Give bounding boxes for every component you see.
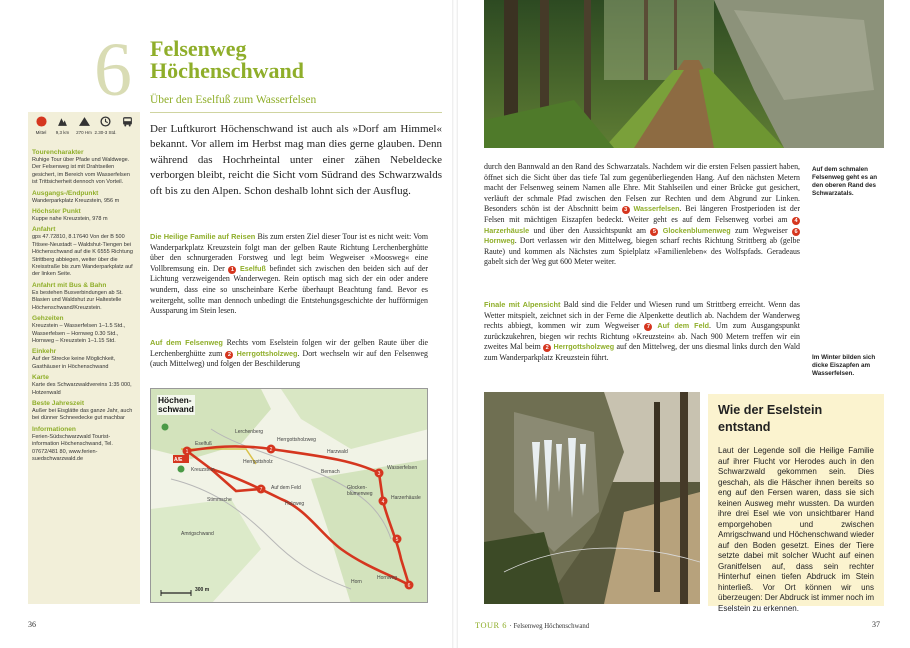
body-paragraph-3 xyxy=(484,162,800,268)
map-label: Herrgottsholzweg xyxy=(277,437,316,443)
photo-caption-2: Im Winter bilden sich dicke Eiszapfen am Wasserfelsen. xyxy=(812,354,876,377)
text: und über den Aussichtspunkt am xyxy=(529,225,651,235)
paragraph-heading: Auf dem Felsenweg xyxy=(150,338,223,347)
map-label: Hornweg xyxy=(377,575,398,581)
waypoint-keyword: Herrgottsholzweg xyxy=(553,342,615,352)
sidebar-section xyxy=(32,426,136,464)
text: Bald sind die Felder und Wiesen rund um Strittberg erreicht. Wenn das Wetter mitspielt, zeichnet sich in der Ferne die Alpenkette deutlich ab. Nachdem der Wanderweg rechts abbiegt, kommen wir zum Wegweiser xyxy=(484,300,800,331)
length-icon xyxy=(57,116,68,127)
map-label: Kreuzstein xyxy=(191,467,215,473)
box-title xyxy=(718,402,874,436)
map-label: Harzerhäusle xyxy=(391,495,421,501)
forest-path-image xyxy=(484,0,884,148)
section-text: Auf der Strecke keine Möglichkeit, Gasthäuser in Höchenschwand xyxy=(32,356,116,370)
title-line-2: Höchenschwand xyxy=(150,58,305,83)
box-title-line: entstand xyxy=(718,420,771,434)
text: Bis zum ersten Ziel dieser Tour ist es nicht weit: Vom Wanderparkplatz Kreuzstein folgt man der gelben Raute Richtung Lerchenberghütte über den schnurgeraden Forstweg und legt beim Wegweiser »Moosweg« eine Vollbremsung ein. Der xyxy=(150,232,428,273)
stat-label: 2.30-3 Std. xyxy=(94,130,117,135)
text: auf den Mittelweg, der uns diesmal links durch den Wald zum Wanderparkplatz Kreuzstein führt. xyxy=(484,342,800,362)
waypoint-keyword: Hornweg xyxy=(484,236,515,246)
sidebar-section xyxy=(32,348,136,371)
text: . Bei längeren Frostperioden ist der Felsen mit mächtigen Eiszapfen bedeckt. Weiter geht es auf dem Felsenweg vorbei am xyxy=(484,204,800,224)
title-divider xyxy=(150,112,442,113)
body-paragraph-4 xyxy=(484,300,800,364)
waypoint-keyword: Wasserfelsen xyxy=(633,204,680,214)
stat-time xyxy=(94,116,117,135)
waypoint-marker: 4 xyxy=(792,217,800,225)
section-heading: Informationen xyxy=(32,425,76,433)
waypoint-marker: 3 xyxy=(622,206,630,214)
section-text: Ruhige Tour über Pfade und Waldwege. Der Felsenweg ist mit Drahtseilen gesichert, im Bereich vom Wasserfelsen ist Trittsicherheit dennoch von Vorteil. xyxy=(32,157,130,186)
paragraph-heading: Die Heilige Familie auf Reisen xyxy=(150,232,256,241)
difficulty-icon xyxy=(36,116,47,127)
stat-elevation xyxy=(75,116,93,135)
text: . Um zum Ausgangspunkt zurückzukehren, biegen wir rechts Richtung »Kreuzstein« ab. Nach 900 Metern treffen wir ein zweites Mal beim xyxy=(484,321,800,352)
map-label: Herrgottsholz xyxy=(243,459,273,465)
bus-icon xyxy=(122,116,133,127)
forest-path-photo xyxy=(484,0,884,148)
tour-number: 6 xyxy=(94,28,132,112)
waypoint-marker: 7 xyxy=(644,323,652,331)
footer-tour-name: Felsenweg Höchenschwand xyxy=(513,623,590,630)
map-label: Wasserfelsen xyxy=(387,465,418,471)
sidebar-section xyxy=(32,315,136,345)
section-heading: Ausgangs-/Endpunkt xyxy=(32,189,99,197)
section-heading: Karte xyxy=(32,374,49,382)
sidebar-section xyxy=(32,149,136,187)
text: . Dort verlassen wir den Mittelweg, biegen scharf rechts Richtung Strittberg ab (gelbe Raute) und kommen als Nächstes zum Spielplatz »Familienleben« des Wolfspfads. Geradeaus gabelt sich der Weg gut 600 Meter weiter. xyxy=(484,236,800,267)
info-sidebar xyxy=(28,112,140,604)
section-heading: Gehzeiten xyxy=(32,315,64,323)
waypoint-keyword: Herrgottsholzweg xyxy=(236,348,298,358)
icicles-photo xyxy=(484,392,700,604)
icicles-image xyxy=(484,392,700,604)
page-number-left: 36 xyxy=(28,620,36,629)
text: . Dort wechseln wir auf den Felsenweg (auch Mittelweg) und folgen der Beschilderung xyxy=(150,348,428,369)
map-title xyxy=(157,395,195,415)
svg-text:4: 4 xyxy=(381,499,385,505)
route-map xyxy=(150,388,428,603)
map-label: Eselfuß xyxy=(195,441,212,447)
page-gutter xyxy=(452,0,458,648)
waypoint-keyword: Glockenblumenweg xyxy=(662,225,731,235)
waypoint-keyword: Harzerhäusle xyxy=(484,225,530,235)
section-text: gps 47.72810, 8.17640 Von der B 500 Titisee-Neustadt – Waldshut-Tiengen bei Höchenschwand auf die K 6555 Richtung Strittberg abbiegen, weiter über die Kreisstraße bis zum Wanderparkplatz auf der linken Seite. xyxy=(32,234,133,278)
svg-text:5: 5 xyxy=(395,537,399,543)
map-title-line: schwand xyxy=(158,404,194,414)
map-label: Amrigschwand xyxy=(181,531,214,537)
svg-text:7: 7 xyxy=(259,487,263,493)
section-heading: Tourencharakter xyxy=(32,149,84,156)
waypoint-marker: 1 xyxy=(228,266,236,274)
box-text: Laut der Legende soll die Heilige Familie auf ihrer Flucht vor Herodes auch in den Schwarzwald gekommen sein. Dies geschah, als die Häscher ihnen bereits so eng auf den Fersen waren, dass sie sich keinen Ausweg mehr wussten. Da wurden ihre drei Esel wie von unsichtbarer Hand emporgehoben und zwischen Amrigschwand und Höchenschwand wieder auf den Boden gesetzt. Eines der Tiere setzte dabei mit solcher Wucht auf einen Granitfelsen auf, dass sein rechter Hinterhuf einen tiefen Abdruck im Stein hinterließ. Vor Ort können wir uns überzeugen: Der Abdruck ist immer noch im Eselstein zu erkennen. xyxy=(718,446,874,613)
sidebar-section xyxy=(32,226,136,278)
section-text: Kuppe nahe Kreuzstein, 978 m xyxy=(32,216,108,223)
body-paragraph-2 xyxy=(150,338,428,370)
section-text: Außer bei Eisglätte das ganze Jahr, auch bei dünner Schneedecke gut machbar xyxy=(32,407,133,422)
sidebar-section xyxy=(32,282,136,312)
sidebar-section xyxy=(32,208,136,223)
sidebar-section xyxy=(32,374,136,397)
stat-label: Mittel xyxy=(35,130,47,135)
waypoint-marker: 5 xyxy=(650,228,658,236)
map-label: Harzwald xyxy=(327,449,348,455)
section-heading: Einkehr xyxy=(32,348,57,356)
body-paragraph-1 xyxy=(150,232,428,317)
svg-text:2: 2 xyxy=(269,447,273,453)
section-heading: Anfahrt xyxy=(32,226,56,234)
stats-row xyxy=(32,116,136,146)
page-title xyxy=(150,38,304,82)
map-label: Horn xyxy=(351,579,362,585)
section-heading: Höchster Punkt xyxy=(32,208,81,216)
svg-text:6: 6 xyxy=(407,583,411,589)
stat-length xyxy=(54,116,72,135)
time-icon xyxy=(100,116,111,127)
text: befindet sich zwischen den beiden sich auf der Lichtung verzweigenden Wanderwegen. Rein optisch mag sich der ein oder andere wundern, dass eine so unscheinbare Kerbe überhaupt Beachtung fand. Bevor es weitergeht, sollte man dennoch unbedingt die Entstehungsgeschichte der hufförmigen Aussparung im Stein lesen. xyxy=(150,263,428,316)
waypoint-keyword: Auf dem Feld xyxy=(657,321,709,331)
map-start-label: A/E xyxy=(174,457,183,463)
section-text: Karte des Schwarzwaldvereins 1:35 000, Hotzenwald xyxy=(32,382,132,396)
section-heading: Beste Jahreszeit xyxy=(32,399,85,407)
section-text: Wanderparkplatz Kreuzstein, 956 m xyxy=(32,197,120,204)
sidebar-section xyxy=(32,400,136,423)
title-line-1: Felsenweg xyxy=(150,36,247,61)
map-title-line: Höchen- xyxy=(158,395,192,405)
waypoint-marker: 2 xyxy=(225,351,233,359)
svg-text:1: 1 xyxy=(185,449,189,455)
stat-bus xyxy=(118,116,136,130)
section-text: Kreuzstein – Wasserfelsen 1–1.5 Std., Wasserfelsen – Hornweg 0.30 Std., Hornweg – Kreuzstein 1–1.15 Std. xyxy=(32,323,126,344)
map-label: Glocken-blumenweg xyxy=(347,485,373,497)
photo-caption-1: Auf dem schmalen Felsenweg geht es an den oberen Rand des Schwarzatals. xyxy=(812,166,878,197)
waypoint-keyword: Eselfuß xyxy=(239,263,266,273)
lead-paragraph: Der Luftkurort Höchenschwand ist auch als »Dorf am Himmel« bekannt. Vor allem im Herbst mag man dies gerne glauben. Denn während das Hochrheintal unter einer zähen Nebeldecke verborgen bleibt, reicht die Sicht vom Südrand des Schwarzwalds oft bis zu den Alpen. Schon deshalb lohnt sich der Ausflug. xyxy=(150,123,442,197)
map-scale: 300 m xyxy=(195,587,210,593)
map-label: Holzweg xyxy=(285,501,305,507)
elevation-icon xyxy=(79,116,90,127)
paragraph-heading: Finale mit Alpensicht xyxy=(484,300,561,309)
section-text: Es bestehen Busverbindungen ab St. Blasien und Waldshut zur Haltestelle Höchenschwand/Kreuzstein. xyxy=(32,289,123,311)
legend-box xyxy=(708,394,884,613)
stat-difficulty xyxy=(32,116,50,135)
svg-text:3: 3 xyxy=(377,471,381,477)
waypoint-marker: 2 xyxy=(543,344,551,352)
page-number-right: 37 xyxy=(872,620,880,629)
map-label: Stimmsche xyxy=(207,497,232,503)
page-subtitle: Über den Eselfuß zum Wasserfelsen xyxy=(150,94,317,106)
section-text: Ferien-Südschwarzwald Tourist-information Höchenschwand, Tel. 07672/481 80, www.ferien-suedschwarzwald.de xyxy=(32,433,113,462)
running-footer: TOUR 6 · Felsenweg Höchenschwand xyxy=(475,621,590,630)
stat-label: 270 Hm xyxy=(76,130,92,135)
text: zum Wegweiser xyxy=(730,225,793,235)
stat-label: 9,3 km xyxy=(55,130,70,135)
waypoint-marker: 6 xyxy=(792,228,800,236)
map-label: Bernach xyxy=(321,469,340,475)
box-title-line: Wie der Eselstein xyxy=(718,403,823,417)
sidebar-section xyxy=(32,190,136,205)
text: Rechts vom Eselstein folgen wir der gelben Raute über die Lerchenberghütte zum xyxy=(150,338,428,358)
text: durch den Bannwald an den Rand des Schwarzatals. Nachdem wir die ersten Felsen passiert haben, öffnet sich die Sicht über das tiefe Tal zum gegenüberliegenden Hang. Auf den nächsten Metern macht der Felsenweg seinem Namen alle Ehre. Mit Stahlseilen und einer Brücke gut gesichert, verläuft der schmale Pfad zwischen den Felsen zur Rechten und dem Abgrund zur Linken. Besonders schön ist der Abschnitt beim xyxy=(484,162,800,214)
map-label: Lerchenberg xyxy=(235,429,264,435)
footer-tour-label: TOUR 6 xyxy=(475,621,507,630)
section-heading: Anfahrt mit Bus & Bahn xyxy=(32,281,107,289)
map-label: Auf dem Feld xyxy=(271,485,301,491)
map-graphic xyxy=(151,389,428,603)
